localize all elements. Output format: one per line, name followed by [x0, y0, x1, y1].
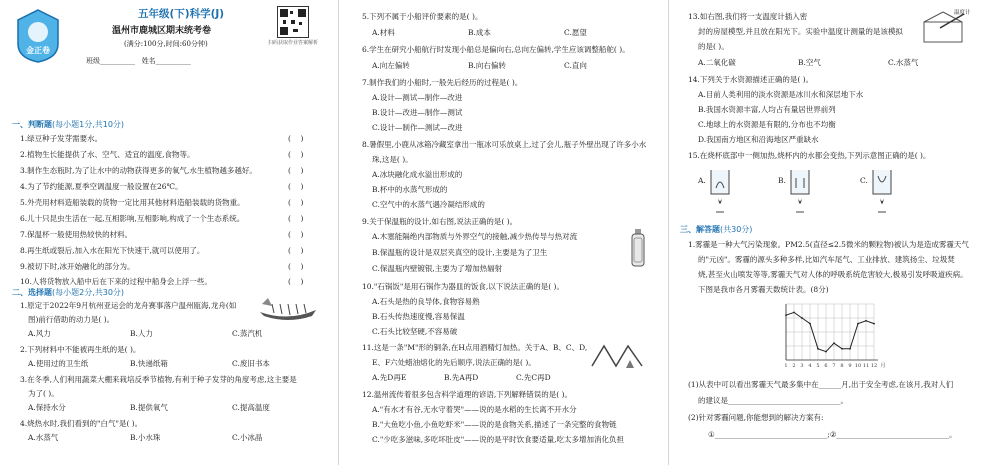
q9-option-c: C.保温瓶内壁镀银,主要为了增加热辐射: [372, 264, 503, 273]
answer-q1-line-4: 下图是我市各月雾霾天数统计表。(8分): [698, 285, 829, 294]
answer-q1-part2-blanks: ①______________________________;②______________________________。: [708, 430, 957, 439]
question-11-line-2: E、F六处蜡油熔化的先后顺序,说法正确的是( )。: [372, 358, 536, 367]
question-1-line-1: 1.原定于2022年9月杭州亚运会的龙舟赛事落户温州瓯海,龙舟(如: [20, 301, 237, 310]
q13-option-c: C.水蒸气: [888, 58, 919, 67]
q6-option-a: A.向左偏转: [372, 61, 410, 70]
chart-tick-label: 5: [816, 363, 820, 369]
question-9: 9.关于保温瓶的设计,如右图,说法正确的是( )。: [362, 217, 518, 226]
chart-point: [833, 342, 835, 344]
section-judge-title: 一、判断题(每小题1分,共10分): [12, 120, 125, 129]
q4-option-c: C.小冰晶: [232, 433, 263, 442]
q2-option-b: B.快递纸箱: [130, 359, 168, 368]
question-12: 12.温州流传着很多包含科学道理的谚语,下列解释错误的是( )。: [362, 390, 573, 399]
chart-point: [825, 351, 827, 353]
q3-option-a: A.保持水分: [28, 403, 66, 412]
question-5: 5.下列不属于小船评价要素的是( )。: [362, 12, 483, 21]
chart-point: [849, 348, 851, 350]
list-item: 9.被切下时,冰开始融化的部分为。: [20, 262, 135, 271]
list-item: 7.保温杯一般使用热较快的材料。: [20, 230, 133, 239]
q4-option-a: A.水蒸气: [28, 433, 59, 442]
chart-point: [857, 323, 859, 325]
q8-option-a: A.冰块融化成水溢出形成的: [372, 170, 463, 179]
q3-option-b: B.提供氧气: [130, 403, 168, 412]
answer-q1-part1-line-2: 的建议是______________________________。: [698, 396, 848, 405]
chart-tick-label: 1: [784, 363, 788, 369]
chart-tick-label: 11: [862, 363, 870, 369]
question-14: 14.下列关于水资源描述正确的是( )。: [688, 75, 814, 84]
q14-option-b: B.我国水资源丰富,人均占有量居世界前列: [698, 105, 836, 114]
q6-option-c: C.直向: [564, 61, 587, 70]
question-8-line-1: 8.暑假里,小鹿从冰箱冷藏室拿出一瓶冰可乐放桌上,过了会儿,瓶子外壁出现了许多小水: [362, 140, 647, 149]
q13-option-b: B.空气: [798, 58, 821, 67]
q5-option-a: A.材料: [372, 28, 395, 37]
list-item: 2.植物生长能提供了水、空气、适宜的温度,食物等。: [20, 150, 195, 159]
question-13-line-1: 13.如右图,我们将一支温度计插入密: [688, 12, 808, 21]
middle-column: [338, 0, 668, 465]
list-item: 3.制作生态瓶时,为了让水中的动物获得更多的氧气,水生植物越多越好。: [20, 166, 257, 175]
beaker-b-icon: [788, 168, 812, 214]
chart-tick-label: 8: [840, 363, 844, 369]
question-10: 10."石锅饭"是用石锅作为器皿的饭食,以下说法正确的是( )。: [362, 282, 564, 291]
chart-x-label: 月: [880, 363, 886, 369]
chart-point: [817, 348, 819, 350]
q10-option-b: B.石头传热速度慢,容易保温: [372, 312, 465, 321]
question-3-line-1: 3.在冬季,人们利用蔬菜大棚来栽培反季节植物,有利于种子发芽的角度考虑,这主要是: [20, 375, 297, 384]
q14-option-c: C.地球上的水资源是有限的,分布也不均衡: [698, 120, 836, 129]
chart-tick-label: 9: [848, 363, 852, 369]
chart-point: [793, 312, 795, 314]
q15-label-a: A.: [698, 176, 706, 185]
answer-q1-line-3: 烧,甚至火山喷发等等,雾霾天气对人体的呼吸系统危害较大,极易引发呼吸道疾病。: [698, 270, 968, 279]
question-8-line-2: 珠,这是( )。: [372, 155, 413, 164]
chart-point: [785, 314, 787, 316]
q15-label-c: C.: [860, 176, 868, 185]
beaker-c-icon: [870, 168, 894, 214]
q5-option-c: C.愿望: [564, 28, 587, 37]
exam-subtitle: 温州市鹿城区期末统考卷: [112, 26, 212, 36]
question-15: 15.在烧杯底部中一侧加热,烧杯内的水都会变热,下列示意图正确的是( )。: [688, 151, 931, 160]
q9-option-b: B.保温瓶的设计是双层夹真空的设计,主要是为了卫生: [372, 248, 548, 257]
q8-option-c: C.空气中的水蒸气遇冷凝结形成的: [372, 200, 485, 209]
q1-option-b: B.人力: [130, 329, 153, 338]
chart-tick-label: 6: [824, 363, 828, 369]
exam-meta: (满分:100分,时间:60分钟): [124, 40, 208, 48]
question-13-line-3: 的是( )。: [698, 42, 729, 51]
chart-tick-label: 7: [832, 363, 836, 369]
section-choice-title: 二、选择题(每小题2分,共30分): [12, 288, 125, 297]
q1-option-a: A.风力: [28, 329, 51, 338]
list-item: 5.外壳用材料造船装载的货物一定比用其他材料造船装载的货物重。: [20, 198, 245, 207]
left-column: 金正卷 五年级(下)科学(J) 温州市鹿城区期末统考卷 (满分:100分,时间:60分钟) 班级__________ 姓名__________ 扫码获取作业答案解析 一、判断题(每小题1分,共10分) 1.绿豆种子发芽需要水。 2.植物生长能提供了水、空气、适宜的温度,食物等。 3.制作生态瓶时,为了让水中的动物获得更多的氧气,水生植物越多越好。 4.为了节约能源,夏季空调温度一般设置在26℃。 5.外壳用材料造船装载的货物一定比用其他材料造船装载的货物重。 6.儿十只昆虫生活在一起,互相影响,互相影响,构成了一个生态系统。 7.保温杯一般使用热较快的材料。 8.再生纸或裂后,加入水在阳光下快速干,就可以使用了。 9.被切下时,冰开始融化的部分为。 10.人将货物放入船中后在下来的过程中船身会上浮一些。 ( ) ( ) ( ) ( ) ( ) ( ) ( ) ( ) ( ) ( ) 二、选择题(每小题2分,共30分) 1.原定于2022年9月杭州亚运会的龙舟赛事落户温州瓯海,龙舟(如 图)前行借助的动力是( )。 A.风力 B.人力 C.蒸汽机 2.下列材料中不能被再生纸的是( )。 A.使用过的卫生纸 B.快递纸箱 C.废旧书本 3.在冬季,人们利用蔬菜大棚来栽培反季节植物,有利于种子发芽的角度考虑,这主要是 为了( )。 A.保持水分 B.提供氧气 C.提高温度 4.烧热水时,我们看到的"白气"是( )。 A.水蒸气 B.小水珠 C.小冰晶: [12, 8, 319, 442]
copper-strip-icon: [588, 338, 648, 378]
question-6: 6.学生在研究小船航行时发现小船总是偏向右,总向左偏转,学生应该调整船舵( )。: [362, 45, 630, 54]
q7-option-a: A.设计—测试—制作—改进: [372, 93, 463, 102]
q12-option-b: B."大鱼吃小鱼,小鱼吃虾米"——说的是食物关系,描述了一条完整的食物链: [372, 420, 617, 429]
section-answer-title: 三、解答题(共30分): [680, 225, 753, 234]
q8-option-b: B.杯中的水蒸气形成的: [372, 185, 448, 194]
right-column: [668, 0, 1000, 465]
q5-option-b: B.成本: [468, 28, 491, 37]
chart-tick-label: 2: [792, 363, 796, 369]
dragon-boat-icon: [258, 294, 318, 324]
answer-q1-line-1: 1.雾霾是一种大气污染现象。PM2.5(直径≤2.5微米的颗粒物)被认为是造成雾霾天气: [688, 240, 969, 249]
q14-option-a: A.目前人类利用的淡水资源是冰川水和深层地下水: [698, 90, 864, 99]
list-item: 6.儿十只昆虫生活在一起,互相影响,互相影响,构成了一个生态系统。: [20, 214, 245, 223]
list-item: 4.为了节约能源,夏季空调温度一般设置在26℃。: [20, 182, 183, 191]
list-item: 10.人将货物放入船中后在下来的过程中船身会上浮一些。: [20, 277, 212, 286]
list-item: 1.绿豆种子发芽需要水。: [20, 134, 103, 143]
q11-option-c: C.先C再D: [516, 373, 551, 382]
question-3-line-2: 为了( )。: [28, 389, 59, 398]
haze-days-chart: [778, 300, 888, 370]
answer-q1-part2: (2)针对雾霾问题,你能想到的解决方案有:: [688, 413, 824, 422]
q12-option-c: C."少吃多滋味,多吃坏肚皮"——说的是平时饮食要适量,吃太多增加消化负担: [372, 435, 625, 444]
list-item: 8.再生纸或裂后,加入水在阳光下快速干,就可以使用了。: [20, 246, 205, 255]
svg-text:金正卷: 金正卷: [26, 45, 50, 55]
question-2: 2.下列材料中不能被再生纸的是( )。: [20, 345, 141, 354]
chart-point: [801, 317, 803, 319]
house-model-icon: [920, 10, 982, 44]
page-title: 五年级(下)科学(J): [138, 8, 225, 20]
q1-option-c: C.蒸汽机: [232, 329, 263, 338]
q10-option-c: C.石头比较坚硬,不容易破: [372, 327, 458, 336]
question-1-line-2: 图)前行借助的动力是( )。: [28, 315, 115, 324]
qr-code-icon: [277, 6, 309, 38]
q11-option-a: A.先D再E: [372, 373, 407, 382]
question-7: 7.制作我们的小船时,一般先后经历的过程是( )。: [362, 78, 523, 87]
q7-option-c: C.设计—制作—测试—改进: [372, 123, 463, 132]
qr-caption: 扫码获取作业答案解析: [268, 40, 319, 46]
chart-tick-label: 4: [808, 363, 812, 369]
question-13-line-2: 封的房屋模型,并且放在阳光下。实验中温度计测量的是该模拟: [698, 27, 903, 36]
q2-option-a: A.使用过的卫生纸: [28, 359, 89, 368]
q15-label-b: B.: [778, 176, 786, 185]
question-11-line-1: 11.这是一条"M"形的铜条,在H点用酒精灯加热。关于A、B、C、D,: [362, 343, 588, 352]
chart-point: [873, 323, 875, 325]
q3-option-c: C.提高温度: [232, 403, 270, 412]
q12-option-a: A."有水才有谷,无水守着哭"——说的是水稻的生长离不开水分: [372, 405, 577, 414]
thermos-icon: [630, 228, 646, 268]
chart-tick-label: 12: [870, 363, 878, 369]
q11-option-b: B.先A再D: [444, 373, 479, 382]
q9-option-a: A.木塞能隔绝内部物质与外界空气的接触,减少热传导与热对流: [372, 232, 578, 241]
beaker-a-icon: [708, 168, 732, 214]
chart-tick-label: 10: [854, 363, 862, 369]
chart-point: [809, 323, 811, 325]
q7-option-b: B.设计—改进—制作—测试: [372, 108, 463, 117]
logo-icon: [14, 8, 62, 64]
answer-q1-part1-line-1: (1)从表中可以看出雾霾天气最多集中在______月,出于安全考虑,在该月,我对人们: [688, 380, 954, 389]
answer-q1-line-2: 的"元凶"。雾霾的源头多种多样,比如汽车尾气、工业排放、建筑扬尘、垃圾焚: [698, 255, 955, 264]
q4-option-b: B.小水珠: [130, 433, 161, 442]
chart-tick-label: 3: [800, 363, 804, 369]
chart-point: [865, 320, 867, 322]
q13-option-a: A.二氧化碳: [698, 58, 736, 67]
q10-option-a: A.石头是热的良导体,食物容易熟: [372, 297, 480, 306]
q2-option-c: C.废旧书本: [232, 359, 270, 368]
q6-option-b: B.向右偏转: [468, 61, 506, 70]
student-info: 班级__________ 姓名__________: [86, 57, 191, 65]
thermometer-label: 温度计: [954, 10, 971, 16]
question-4: 4.烧热水时,我们看到的"白气"是( )。: [20, 419, 143, 428]
q14-option-d: D.我国南方地区和沿海地区严重缺水: [698, 135, 819, 144]
chart-point: [841, 348, 843, 350]
